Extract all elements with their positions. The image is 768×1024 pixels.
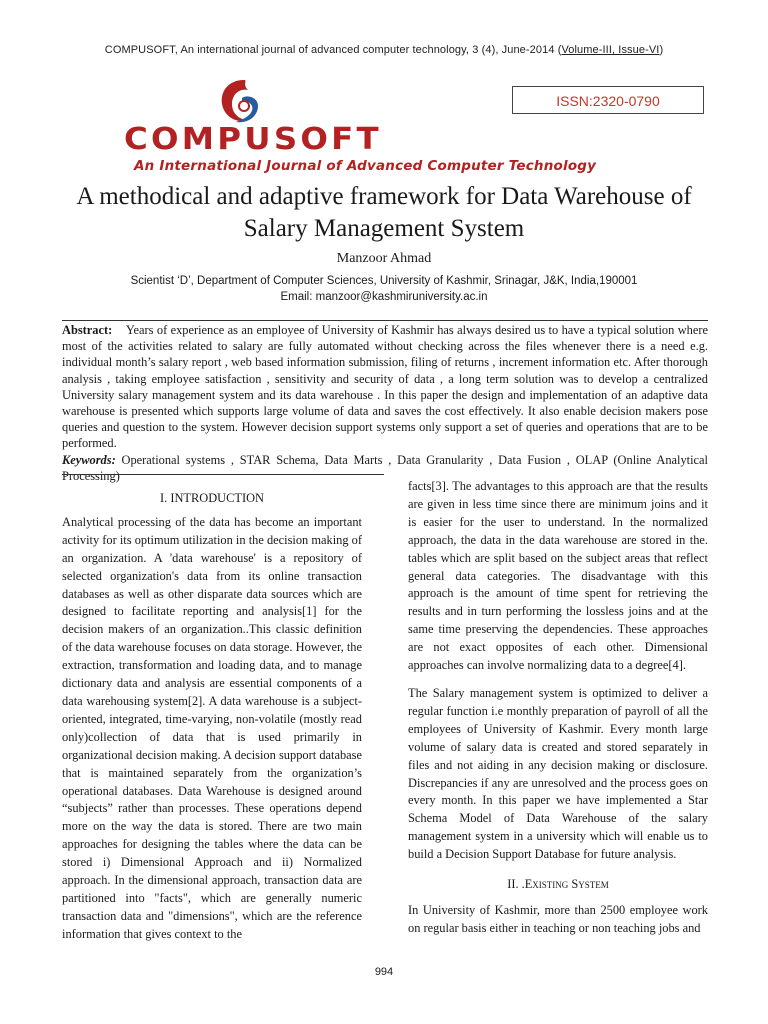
abstract-label: Abstract: (62, 323, 113, 337)
right-paragraph-2: The Salary management system is optimized to deliver a regular function i.e monthly preparation of payroll of all the employees of University of Kashmir. Every month large volume of salary data is created and stored separately in files and not aiding in any decision making or disclosure. Discrepancies if any are unresolved and the process goes on every month. In this paper we have implemented a Star Schema Model of Data Warehouse of the salary management system in a university which will enable us to build a Decision Support Database for future analysis. (408, 685, 708, 862)
page-number: 994 (374, 966, 394, 978)
logo-wordmark: COMPUSOFT (124, 122, 382, 157)
section-heading-text: Existing System (524, 877, 609, 892)
paper-title: A methodical and adaptive framework for Data Warehouse of Salary Management System (76, 183, 692, 242)
right-column (408, 478, 708, 938)
volume-issue: Volume-III, Issue-VI (561, 44, 660, 56)
journal-header (0, 44, 768, 56)
issn-box: ISSN:2320-0790 (512, 86, 704, 114)
author-name: Manzoor Ahmad (336, 251, 432, 266)
abstract-bottom-rule (62, 474, 384, 475)
section-heading-introduction: I. INTRODUCTION (160, 491, 264, 505)
right-paragraph-1: facts[3]. The advantages to this approach are that the results are given in less time since there are minimum joins and it is easier for the user to understand. In the normalized approach, the data in the data warehouse are stored in the. tables which are split based on the subject areas that reflect general data categories. The disadvantage with this approach is the amount of time spent for retrieving the results and in turn performing the lossless joins and at the same time preserving the dependencies. These approaches are not exact opposites of each other. Dimensional approaches can involve normalizing data to a degree[4]. (408, 479, 708, 673)
abstract-top-rule (62, 320, 708, 321)
keywords-text: Operational systems , STAR Schema, Data Marts , Data Granularity , Data Fusion , OLAP (Online Analytical Processing) (62, 452, 709, 483)
journal-logo (118, 76, 597, 178)
section-heading-existing-system (408, 876, 708, 894)
right-paragraph-3: In University of Kashmir, more than 2500 employee work on regular basis either in teaching or non teaching jobs and (408, 902, 708, 935)
logo-tagline: An International Journal of Advanced Computer Technology (134, 158, 597, 174)
swirl-icon (214, 76, 270, 128)
author-affiliation: Scientist ‘D’, Department of Computer Sciences, University of Kashmir, Srinagar, J&K, India,190001 (130, 275, 638, 287)
section-heading-number: II. . (507, 877, 525, 892)
introduction-paragraph: Analytical processing of the data has become an important activity for its optimum utilization in the decision making of an organization. A 'data warehouse' is a repository of selected organization's data from its online transaction databases as well as other disparate data sources which are designed to facilitate reporting and analysis[1] for the decision makers of an organization..This classic definition of the data warehouse focuses on data storage. However, the extraction, transformation and loading data, and to manage dictionary data and analysis are essential components of a data warehousing system[2]. A data warehouse is a subject-oriented, integrated, time-varying, non-volatile (mostly read only)collection of data that is used primarily in organizational decision making. A decision support database that is maintained separately from the organization’s operational databases. Data Warehouse is designed around “subjects” rather than processes. These operations depend more on the way the data is stored. There are two main approaches for designing the tables where the data can be stored i) Dimensional Approach and ii) Normalized approach. In the dimensional approach, transaction data are partitioned into "facts", which are generally numeric transaction data and "dimensions", which are the reference information that gives context to the (62, 514, 362, 941)
keywords-label: Keywords: (62, 452, 116, 467)
journal-citation-close: ) (659, 44, 664, 56)
left-column (62, 490, 362, 944)
abstract-paragraph (62, 322, 708, 452)
author-email: Email: manzoor@kashmiruniversity.ac.in (280, 291, 488, 303)
journal-citation: COMPUSOFT, An international journal of advanced computer technology, 3 (4), June-2014 ( (104, 44, 562, 56)
abstract-text: Years of experience as an employee of University of Kashmir has always desired us to have a typical solution where most of the activities related to salary are fully automated without checking across the files whenever there is a need e.g. individual month’s salary report , web based information submission, filing of returns , increment information etc. After thorough analysis , taking employee satisfaction , sensitivity and security of data , a long term solution was to develop a centralized University salary management system and its data warehouse . In this paper the design and implementation of an adaptive data warehouse is presented which supports large volume of data and saves the cost effectively. It also enable decision makers pose queries and question to the system. However decision support systems only support a set of queries and operations that are to be performed. (62, 323, 708, 451)
abstract-block (62, 322, 708, 484)
